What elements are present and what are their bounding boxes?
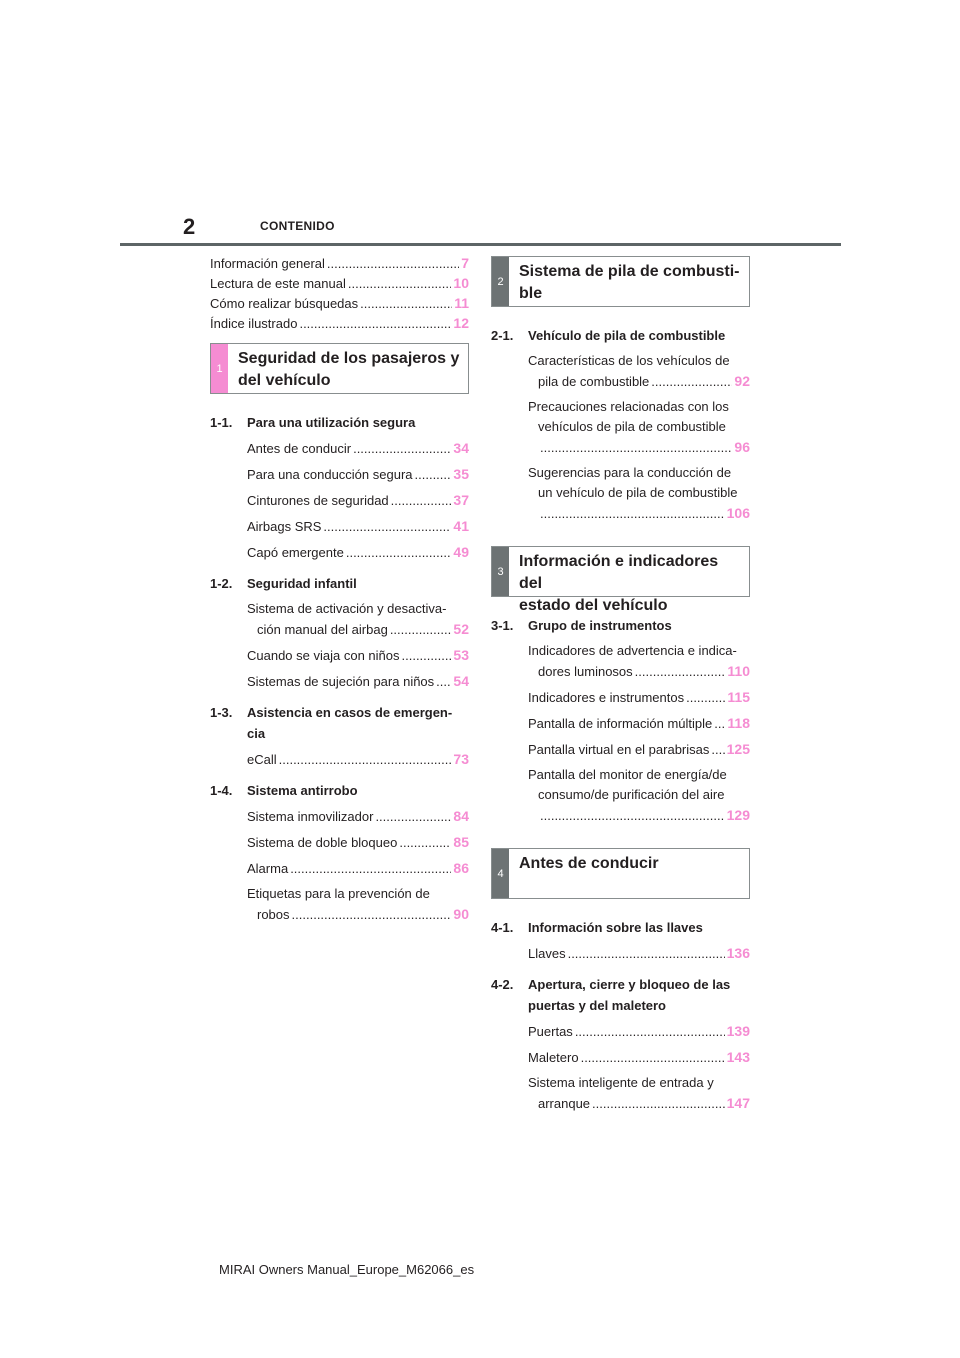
- dot-leader: [575, 1022, 725, 1042]
- section-title-line: puertas y del maletero: [528, 998, 666, 1013]
- chapter-title: [519, 853, 745, 875]
- dot-leader: [290, 859, 451, 879]
- toc-entry[interactable]: [247, 806, 469, 827]
- page-number: 2: [183, 214, 196, 239]
- toc-entry-label: Antes de conducir: [247, 441, 352, 456]
- section-title-line: Asistencia en casos de emergen-: [247, 705, 453, 720]
- dot-leader: [399, 833, 451, 853]
- toc-page-number[interactable]: 37: [453, 492, 469, 508]
- toc-entry-label: Para una conducción segura: [247, 467, 413, 482]
- section-entries: [210, 749, 469, 770]
- toc-entry-label: Sistema de activación y desactiva-: [247, 601, 447, 616]
- toc-entry[interactable]: [528, 1047, 750, 1068]
- toc-entry-line: [528, 371, 750, 392]
- toc-entry-label: Maletero: [528, 1050, 579, 1065]
- toc-entry-label: Información general: [210, 256, 325, 271]
- toc-entry-label: ción manual del airbag: [257, 622, 388, 637]
- toc-entry-label: Características de los vehículos de: [528, 353, 730, 368]
- toc-entry-line: [528, 351, 750, 371]
- toc-page-number[interactable]: 110: [727, 663, 750, 679]
- toc-page-number[interactable]: 143: [726, 1049, 750, 1065]
- toc-page-number[interactable]: 49: [453, 544, 469, 560]
- toc-general-item[interactable]: [210, 275, 469, 295]
- toc-right-column: [491, 254, 750, 1124]
- toc-entry[interactable]: [247, 438, 469, 459]
- section-code: 2-1.: [491, 328, 514, 343]
- section-code: 3-1.: [491, 618, 514, 633]
- toc-entry-line: [247, 832, 469, 853]
- toc-page-number[interactable]: 136: [726, 945, 750, 961]
- general-list: [210, 255, 469, 335]
- section-1-1: [210, 412, 469, 563]
- section-4-1: [491, 917, 750, 964]
- toc-entry[interactable]: [247, 832, 469, 853]
- toc-entry-line: [247, 749, 469, 770]
- section-entries: [210, 599, 469, 692]
- toc-entry-label: Puertas: [528, 1024, 573, 1039]
- toc-entry-line: [247, 542, 469, 563]
- dot-leader: [348, 276, 452, 291]
- toc-entry-label: Lectura de este manual: [210, 276, 346, 291]
- toc-entry-line: [528, 641, 750, 661]
- toc-entry-label: Sistema inteligente de entrada y: [528, 1075, 714, 1090]
- toc-entry-label: Sugerencias para la conducción de: [528, 465, 732, 480]
- dot-leader: [327, 256, 459, 271]
- toc-entry[interactable]: [247, 490, 469, 511]
- toc-entry-label: Cómo realizar búsquedas: [210, 296, 359, 311]
- toc-entry-line: [528, 483, 750, 503]
- toc-entry[interactable]: [247, 516, 469, 537]
- toc-entry-label: Indicadores de advertencia e indica-: [528, 643, 737, 658]
- toc-entry-line: [247, 645, 469, 666]
- toc-entry-line: [528, 785, 750, 805]
- toc-entry[interactable]: [528, 943, 750, 964]
- toc-entry[interactable]: [528, 713, 750, 734]
- dot-leader: [635, 662, 726, 682]
- toc-page-number[interactable]: 92: [734, 373, 750, 389]
- toc-entry-label: pila de combustible: [538, 374, 650, 389]
- chapter-number-tab: 1: [211, 344, 228, 393]
- toc-entry-line: [247, 858, 469, 879]
- dot-leader: [390, 620, 452, 640]
- section-heading[interactable]: [491, 917, 750, 938]
- dot-leader: [353, 439, 451, 459]
- toc-entry-label: Indicadores e instrumentos: [528, 690, 685, 705]
- toc-page-number[interactable]: 34: [453, 440, 469, 456]
- toc-entry[interactable]: [247, 858, 469, 879]
- toc-entry-line: [528, 397, 750, 417]
- section-title: [528, 974, 750, 1016]
- chapter-header-2[interactable]: [491, 256, 750, 307]
- toc-entry-label: eCall: [247, 752, 277, 767]
- toc-entry-line: [247, 599, 469, 619]
- toc-entry[interactable]: [247, 599, 469, 640]
- toc-entry[interactable]: [528, 1073, 750, 1114]
- section-code: 4-1.: [491, 920, 514, 935]
- section-title-line: cia: [247, 726, 266, 741]
- section-entries: [491, 943, 750, 964]
- toc-entry[interactable]: [528, 463, 750, 524]
- toc-entry-line: [528, 739, 750, 760]
- toc-entry-line: [247, 438, 469, 459]
- section-code: 4-2.: [491, 977, 514, 992]
- dot-leader: [346, 543, 452, 563]
- chapter-sections: [491, 615, 750, 826]
- toc-entry-line: [528, 1073, 750, 1093]
- toc-entry[interactable]: [247, 671, 469, 692]
- right-chapters: [491, 256, 750, 1114]
- toc-entry-label: Cinturones de seguridad: [247, 493, 389, 508]
- toc-entry[interactable]: [247, 749, 469, 770]
- toc-page-number[interactable]: 115: [727, 689, 750, 705]
- dot-leader: [540, 504, 725, 524]
- section-title-line: Apertura, cierre y bloqueo de las: [528, 977, 731, 992]
- toc-entry-label: Airbags SRS: [247, 519, 322, 534]
- header-rule: [120, 243, 841, 246]
- toc-entry-label: dores luminosos: [538, 664, 633, 679]
- toc-entry-label: Llaves: [528, 946, 566, 961]
- chapter-title-line: Información e indicadores del: [519, 553, 719, 592]
- toc-entry[interactable]: [528, 1021, 750, 1042]
- toc-page-number[interactable]: 11: [454, 295, 469, 311]
- toc-general-item[interactable]: [210, 295, 469, 315]
- toc-entry-line: [247, 806, 469, 827]
- dot-leader: [568, 944, 725, 964]
- header-title: CONTENIDO: [260, 219, 335, 233]
- chapter-title-line: Seguridad de los pasajeros y del vehículo: [238, 350, 460, 389]
- toc-entry-label: Pantalla de información múltiple: [528, 716, 713, 731]
- toc-entry-label: Cuando se viaja con niños: [247, 648, 400, 663]
- dot-leader: [299, 316, 451, 331]
- chapter-number-tab: 4: [492, 849, 509, 898]
- toc-page-number[interactable]: 85: [453, 834, 469, 850]
- toc-entry[interactable]: [247, 542, 469, 563]
- toc-page-number[interactable]: 147: [726, 1095, 750, 1111]
- section-entries: [491, 1021, 750, 1114]
- chapter-number-tab: 2: [492, 257, 509, 306]
- dot-leader: [415, 465, 452, 485]
- toc-entry-label: Sistema de doble bloqueo: [247, 835, 398, 850]
- toc-entry-label: vehículos de pila de combustible: [538, 419, 726, 434]
- dot-leader: [651, 372, 732, 392]
- toc-entry-line: [528, 765, 750, 785]
- chapter-title-line: Antes de conducir: [519, 855, 659, 872]
- toc-entry-label: Pantalla del monitor de energía/de: [528, 767, 727, 782]
- section-title: Para una utilización segura: [247, 415, 416, 430]
- chapter-title-line: ble: [519, 285, 543, 302]
- toc-entry-line: [528, 437, 750, 458]
- section-1-3: [210, 702, 469, 770]
- dot-leader: [540, 438, 732, 458]
- toc-entry-line: [247, 619, 469, 640]
- section-title: Grupo de instrumentos: [528, 618, 672, 633]
- section-title: Vehículo de pila de combustible: [528, 328, 726, 343]
- dot-leader: [375, 807, 451, 827]
- toc-entry-line: [528, 661, 750, 682]
- dot-leader: [292, 905, 452, 925]
- toc-entry[interactable]: [528, 739, 750, 760]
- chapter-sections: [491, 325, 750, 524]
- toc-page-number[interactable]: 90: [453, 906, 469, 922]
- toc-entry-label: Etiquetas para la prevención de: [247, 886, 430, 901]
- section-title: Seguridad infantil: [247, 576, 357, 591]
- toc-page-number[interactable]: 84: [453, 808, 469, 824]
- toc-page-number[interactable]: 73: [453, 751, 469, 767]
- chapter-sections: [210, 412, 469, 925]
- chapter-number-tab: 3: [492, 547, 509, 596]
- toc-page-number[interactable]: 96: [734, 439, 750, 455]
- chapter-header-4[interactable]: [491, 848, 750, 899]
- toc-entry-line: [528, 713, 750, 734]
- toc-page-number[interactable]: 41: [453, 518, 469, 534]
- chapter-title: [519, 551, 745, 617]
- toc-page-number[interactable]: 52: [453, 621, 469, 637]
- section-title: Sistema antirrobo: [247, 783, 358, 798]
- toc-general-item[interactable]: [210, 315, 469, 335]
- section-code: 1-1.: [210, 415, 233, 430]
- chapter-title-line: estado del vehículo: [519, 597, 668, 614]
- page-header: [0, 0, 960, 250]
- toc-entry-label: Índice ilustrado: [210, 316, 298, 331]
- toc-page-number[interactable]: 35: [453, 466, 469, 482]
- toc-entry-line: [528, 503, 750, 524]
- toc-entry[interactable]: [528, 351, 750, 392]
- toc-entry-line: [247, 516, 469, 537]
- dot-leader: [360, 296, 452, 311]
- toc-entry-label: Pantalla virtual en el parabrisas: [528, 742, 710, 757]
- chapter-header-1[interactable]: [210, 343, 469, 394]
- toc-page-number[interactable]: 139: [726, 1023, 750, 1039]
- toc-entry-line: [528, 943, 750, 964]
- dot-leader: [323, 517, 451, 537]
- toc-page-number[interactable]: 7: [461, 255, 469, 271]
- toc-entry[interactable]: [247, 645, 469, 666]
- toc-entry-label: arranque: [538, 1096, 591, 1111]
- toc-page-number[interactable]: 106: [726, 505, 750, 521]
- toc-page-number[interactable]: 118: [727, 715, 750, 731]
- toc-entry-label: consumo/de purificación del aire: [538, 787, 725, 802]
- toc-entry-label: robos: [257, 907, 290, 922]
- toc-entry-line: [528, 1047, 750, 1068]
- chapter-title-line: Sistema de pila de combusti-: [519, 263, 740, 280]
- dot-leader: [686, 688, 725, 708]
- section-heading[interactable]: [210, 412, 469, 433]
- toc-entry-line: [247, 671, 469, 692]
- toc-page-number[interactable]: 125: [726, 741, 750, 757]
- section-code: 1-3.: [210, 705, 233, 720]
- toc-entry[interactable]: [528, 641, 750, 682]
- chapter-sections: [491, 917, 750, 1114]
- toc-page-number[interactable]: 12: [453, 315, 469, 331]
- section-entries: [491, 641, 750, 826]
- section-heading[interactable]: [210, 702, 469, 744]
- toc-page-number[interactable]: 54: [453, 673, 469, 689]
- toc-entry[interactable]: [528, 687, 750, 708]
- toc-general-item[interactable]: [210, 255, 469, 275]
- toc-page-number[interactable]: 129: [726, 807, 750, 823]
- chapter-title: [238, 348, 464, 392]
- toc-entry-line: [247, 884, 469, 904]
- chapter-header-3[interactable]: [491, 546, 750, 614]
- section-heading[interactable]: [491, 974, 750, 1016]
- section-heading[interactable]: [491, 325, 750, 346]
- toc-entry-line: [528, 1093, 750, 1114]
- dot-leader: [436, 672, 451, 692]
- dot-leader: [391, 491, 452, 511]
- toc-entry-line: [528, 687, 750, 708]
- dot-leader: [711, 740, 724, 760]
- toc-entry-label: Alarma: [247, 861, 289, 876]
- section-code: 1-4.: [210, 783, 233, 798]
- section-heading[interactable]: [210, 573, 469, 594]
- section-1-4: [210, 780, 469, 925]
- toc-entry-line: [528, 1021, 750, 1042]
- dot-leader: [581, 1048, 725, 1068]
- toc-entry[interactable]: [247, 464, 469, 485]
- toc-page-number[interactable]: 10: [453, 275, 469, 291]
- toc-left-column: [210, 254, 469, 935]
- toc-entry-label: Precauciones relacionadas con los: [528, 399, 729, 414]
- section-title: Información sobre las llaves: [528, 920, 703, 935]
- section-code: 1-2.: [210, 576, 233, 591]
- toc-entry-line: [528, 417, 750, 437]
- toc-entry[interactable]: [247, 884, 469, 925]
- section-title: [247, 702, 469, 744]
- toc-entry[interactable]: [528, 765, 750, 826]
- toc-entry-label: un vehículo de pila de combustible: [538, 485, 738, 500]
- toc-entry-line: [528, 463, 750, 483]
- section-entries: [210, 438, 469, 563]
- dot-leader: [714, 714, 725, 734]
- toc-entry-label: Sistema inmovilizador: [247, 809, 374, 824]
- section-2-1: [491, 325, 750, 524]
- dot-leader: [592, 1094, 725, 1114]
- toc-entry-line: [247, 490, 469, 511]
- footer-manual-id: MIRAI Owners Manual_Europe_M62066_es: [219, 1262, 475, 1277]
- section-entries: [210, 806, 469, 925]
- chapter-title: [519, 261, 745, 305]
- section-heading[interactable]: [210, 780, 469, 801]
- toc-entry[interactable]: [528, 397, 750, 458]
- toc-entry-label: Sistemas de sujeción para niños: [247, 674, 435, 689]
- toc-entry-label: Capó emergente: [247, 545, 344, 560]
- section-entries: [491, 351, 750, 524]
- dot-leader: [279, 750, 452, 770]
- toc-page-number[interactable]: 53: [453, 647, 469, 663]
- left-chapters: [210, 343, 469, 925]
- section-4-2: [491, 974, 750, 1114]
- toc-entry-line: [247, 464, 469, 485]
- toc-page-number[interactable]: 86: [453, 860, 469, 876]
- section-1-2: [210, 573, 469, 692]
- toc-entry-line: [528, 805, 750, 826]
- section-3-1: [491, 615, 750, 826]
- dot-leader: [540, 806, 725, 826]
- toc-entry-line: [247, 904, 469, 925]
- dot-leader: [402, 646, 452, 666]
- section-heading[interactable]: [491, 615, 750, 636]
